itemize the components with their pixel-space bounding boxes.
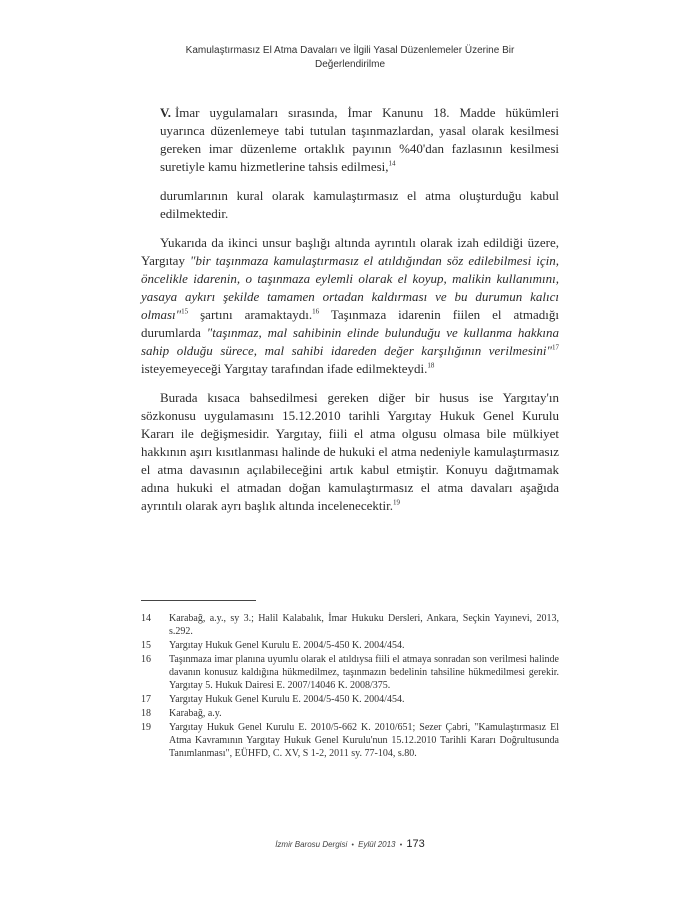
item-marker: V.: [160, 105, 171, 120]
footnote-ref-16[interactable]: 16: [312, 307, 320, 316]
footnote-ref-19[interactable]: 19: [392, 498, 400, 507]
footnote-number: 15: [141, 640, 151, 651]
footnote-15: [141, 639, 559, 652]
footnote-19: [141, 721, 559, 760]
issue-date: Eylül 2013: [358, 840, 396, 849]
footnote-divider: [141, 600, 256, 601]
paragraph-yargitay-criteria: [141, 234, 559, 378]
text-run: şartını aramaktaydı.: [188, 307, 313, 322]
text-run: Taşınmaza idarenin fiilen el atmadığı durumlarda: [141, 307, 559, 340]
footnote-18: [141, 707, 559, 720]
footnote-number: 14: [141, 613, 151, 624]
text-run: isteyemeyeceği Yargıtay tarafından ifade edilmekteydi.: [141, 361, 428, 376]
page-footer: [0, 838, 700, 850]
footnote-17: [141, 693, 559, 706]
paragraph-hukuki-el-atma: [141, 389, 559, 515]
quote-mal-sahibi: "taşınmaz, mal sahibinin elinde bulunduğu ve kullanma hakkına sahip olduğu sürece, mal sahibi idareden değer karşılığının verilmesini": [141, 325, 559, 358]
footnote-ref-15[interactable]: 15: [181, 307, 189, 316]
footnote-text: Karabağ, a.y., sy 3.; Halil Kalabalık, İmar Hukuku Dersleri, Ankara, Seçkin Yayınevi, 2013, s.292.: [169, 613, 559, 637]
separator-dot: •: [399, 842, 403, 849]
running-header-line-1: Kamulaştırmasız El Atma Davaları ve İlgili Yasal Düzenlemeler Üzerine Bir: [185, 45, 515, 56]
paragraph-item-v: [160, 104, 559, 176]
footnote-16: [141, 653, 559, 692]
item-v-text: İmar uygulamaları sırasında, İmar Kanunu 18. Madde hükümleri uyarınca düzenlemeye tabi tutulan taşınmazlardan, yasal olarak kesilmesi gereken imar düzenleme ortaklık payının %40'dan fazlasının kesilmesi suretiyle kamu hizmetlerine tahsis edilmesi,: [160, 105, 559, 174]
footnotes: [141, 612, 559, 761]
footnote-text: Karabağ, a.y.: [169, 708, 222, 719]
footnote-text: Yargıtay Hukuk Genel Kurulu E. 2010/5-662 K. 2010/651; Sezer Çabri, "Kamulaştırmasız El Atma Kavramının Yargıtay Hukuk Genel Kurulu'nun 15.12.2010 Tarihli Kararı Doğrultusunda Tanımlanması", EÜHFD, C. XV, S 1-2, 2011 sy. 77-104, s.80.: [169, 722, 559, 759]
quote-el-atma: "bir taşınmaza kamulaştırmasız el atıldığından söz edilebilmesi için, öncelikle idarenin, o taşınmaza eylemli olarak el koyup, malikin kullanımını, yasaya aykırı şekilde tamamen ortadan kaldırması ve bu durumun kalıcı olması": [141, 253, 559, 322]
footnote-ref-17[interactable]: 17: [552, 343, 559, 352]
text-run: Yukarıda da ikinci unsur başlığı altında ayrıntılı olarak izah edildiği üzere, Yargıtay: [141, 235, 559, 268]
footnote-ref-14[interactable]: 14: [388, 159, 396, 168]
running-header-line-2: Değerlendirilme: [314, 59, 386, 70]
footnote-ref-18[interactable]: 18: [427, 361, 435, 370]
footnote-number: 17: [141, 694, 151, 705]
footnote-text: Taşınmaza imar planına uyumlu olarak el atıldıysa fiili el atmaya sonradan son verilmesi halinde davanın konusuz kaldığına hükmedilmez, taşınmazın bedelinin tahsiline hükmedilmesi gerekir. Yargıtay 5. Hukuk Dairesi E. 2007/14046 K. 2008/375.: [169, 654, 559, 691]
footnote-text: Yargıtay Hukuk Genel Kurulu E. 2004/5-450 K. 2004/454.: [169, 694, 405, 705]
footnote-14: [141, 612, 559, 638]
footnote-text: Yargıtay Hukuk Genel Kurulu E. 2004/5-450 K. 2004/454.: [169, 640, 405, 651]
page-number: 173: [406, 838, 425, 850]
text-run: Burada kısaca bahsedilmesi gereken diğer bir husus ise Yargıtay'ın sözkonusu uygulamasını 15.12.2010 tarihli Yargıtay Hukuk Genel Kurulu Kararı ile değişmesidir. Yargıtay, fiili el atma olgusu olmasa bile mülkiyet hakkının aşırı kısıtlanması halinde de hukuki el atma nedeniyle kamulaştırmasız el atma davasının açılabileceğini artık kabul etmiştir. Konuyu dağıtmamak adına hukuki el atmadan doğan kamulaştırmasız el atma davaları aşağıda ayrıntılı olarak ayrı başlık altında incelenecektir.: [141, 390, 559, 513]
separator-dot: •: [351, 842, 354, 849]
article-body: [141, 104, 559, 526]
footnote-number: 16: [141, 654, 151, 665]
footnote-number: 18: [141, 708, 151, 719]
running-header: [120, 44, 580, 72]
footnote-number: 19: [141, 722, 151, 733]
paragraph-conclusion: durumlarının kural olarak kamulaştırmasız el atma oluşturduğu kabul edilmektedir.: [160, 188, 559, 221]
journal-name: İzmir Barosu Dergisi: [275, 840, 348, 849]
